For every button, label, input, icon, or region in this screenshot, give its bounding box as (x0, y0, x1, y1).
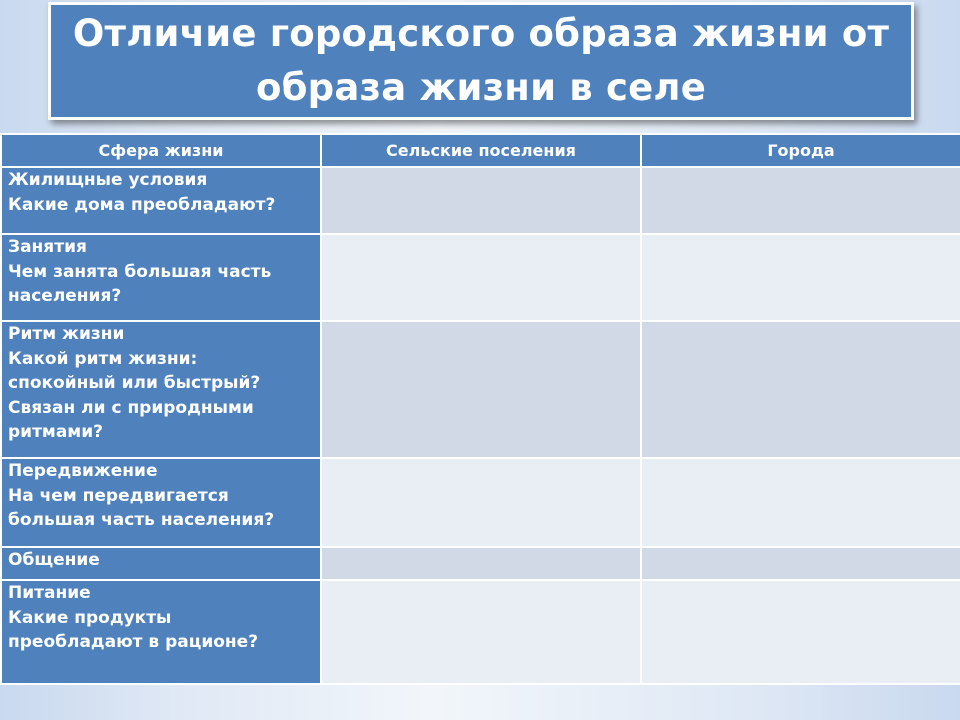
sphere-question: Какие продукты (8, 607, 172, 628)
city-cell[interactable] (641, 458, 960, 547)
header-city: Города (641, 134, 960, 167)
sphere-cell (1, 580, 321, 684)
slide-title-box (48, 2, 914, 120)
sphere-question: преобладают в рационе? (8, 632, 259, 652)
rural-cell[interactable] (321, 321, 641, 458)
sphere-question: Какие дома преобладают? (8, 194, 276, 215)
city-cell[interactable] (641, 321, 960, 458)
sphere-cell (1, 458, 321, 547)
header-rural: Сельские поселения (321, 134, 641, 167)
header-sphere: Сфера жизни (1, 134, 321, 167)
comparison-table (0, 133, 960, 685)
sphere-question: Чем занята большая часть (8, 261, 272, 282)
sphere-question: населения? (8, 286, 122, 306)
rural-cell[interactable] (321, 458, 641, 547)
city-cell[interactable] (641, 547, 960, 580)
sphere-cell (1, 234, 321, 321)
city-cell[interactable] (641, 580, 960, 684)
rural-cell[interactable] (321, 234, 641, 321)
sphere-cell (1, 167, 321, 234)
sphere-question: большая часть населения? (8, 510, 275, 530)
table-row-communication (1, 547, 960, 580)
city-cell[interactable] (641, 167, 960, 234)
table-row-housing (1, 167, 960, 234)
slide-title-line-2: образа жизни в селе (256, 66, 706, 109)
table-header-row (1, 134, 960, 167)
sphere-cell (1, 547, 321, 580)
sphere-title: Занятия (8, 237, 87, 257)
sphere-cell (1, 321, 321, 458)
sphere-title: Питание (8, 583, 91, 603)
rural-cell[interactable] (321, 167, 641, 234)
rural-cell[interactable] (321, 547, 641, 580)
table-row-transport (1, 458, 960, 547)
table-row-nutrition (1, 580, 960, 684)
sphere-question: Связан ли с природными (8, 397, 254, 418)
city-cell[interactable] (641, 234, 960, 321)
table-row-occupation (1, 234, 960, 321)
table-row-life-rhythm (1, 321, 960, 458)
rural-cell[interactable] (321, 580, 641, 684)
sphere-question: Какой ритм жизни: (8, 348, 198, 369)
slide-title-line-1: Отличие городского образа жизни от (72, 12, 890, 55)
sphere-title: Передвижение (8, 461, 158, 481)
sphere-question: спокойный или быстрый? (8, 373, 261, 393)
sphere-title: Жилищные условия (8, 170, 208, 190)
sphere-title: Общение (8, 550, 100, 570)
sphere-question: ритмами? (8, 422, 103, 442)
sphere-question: На чем передвигается (8, 485, 229, 506)
sphere-title: Ритм жизни (8, 324, 125, 344)
